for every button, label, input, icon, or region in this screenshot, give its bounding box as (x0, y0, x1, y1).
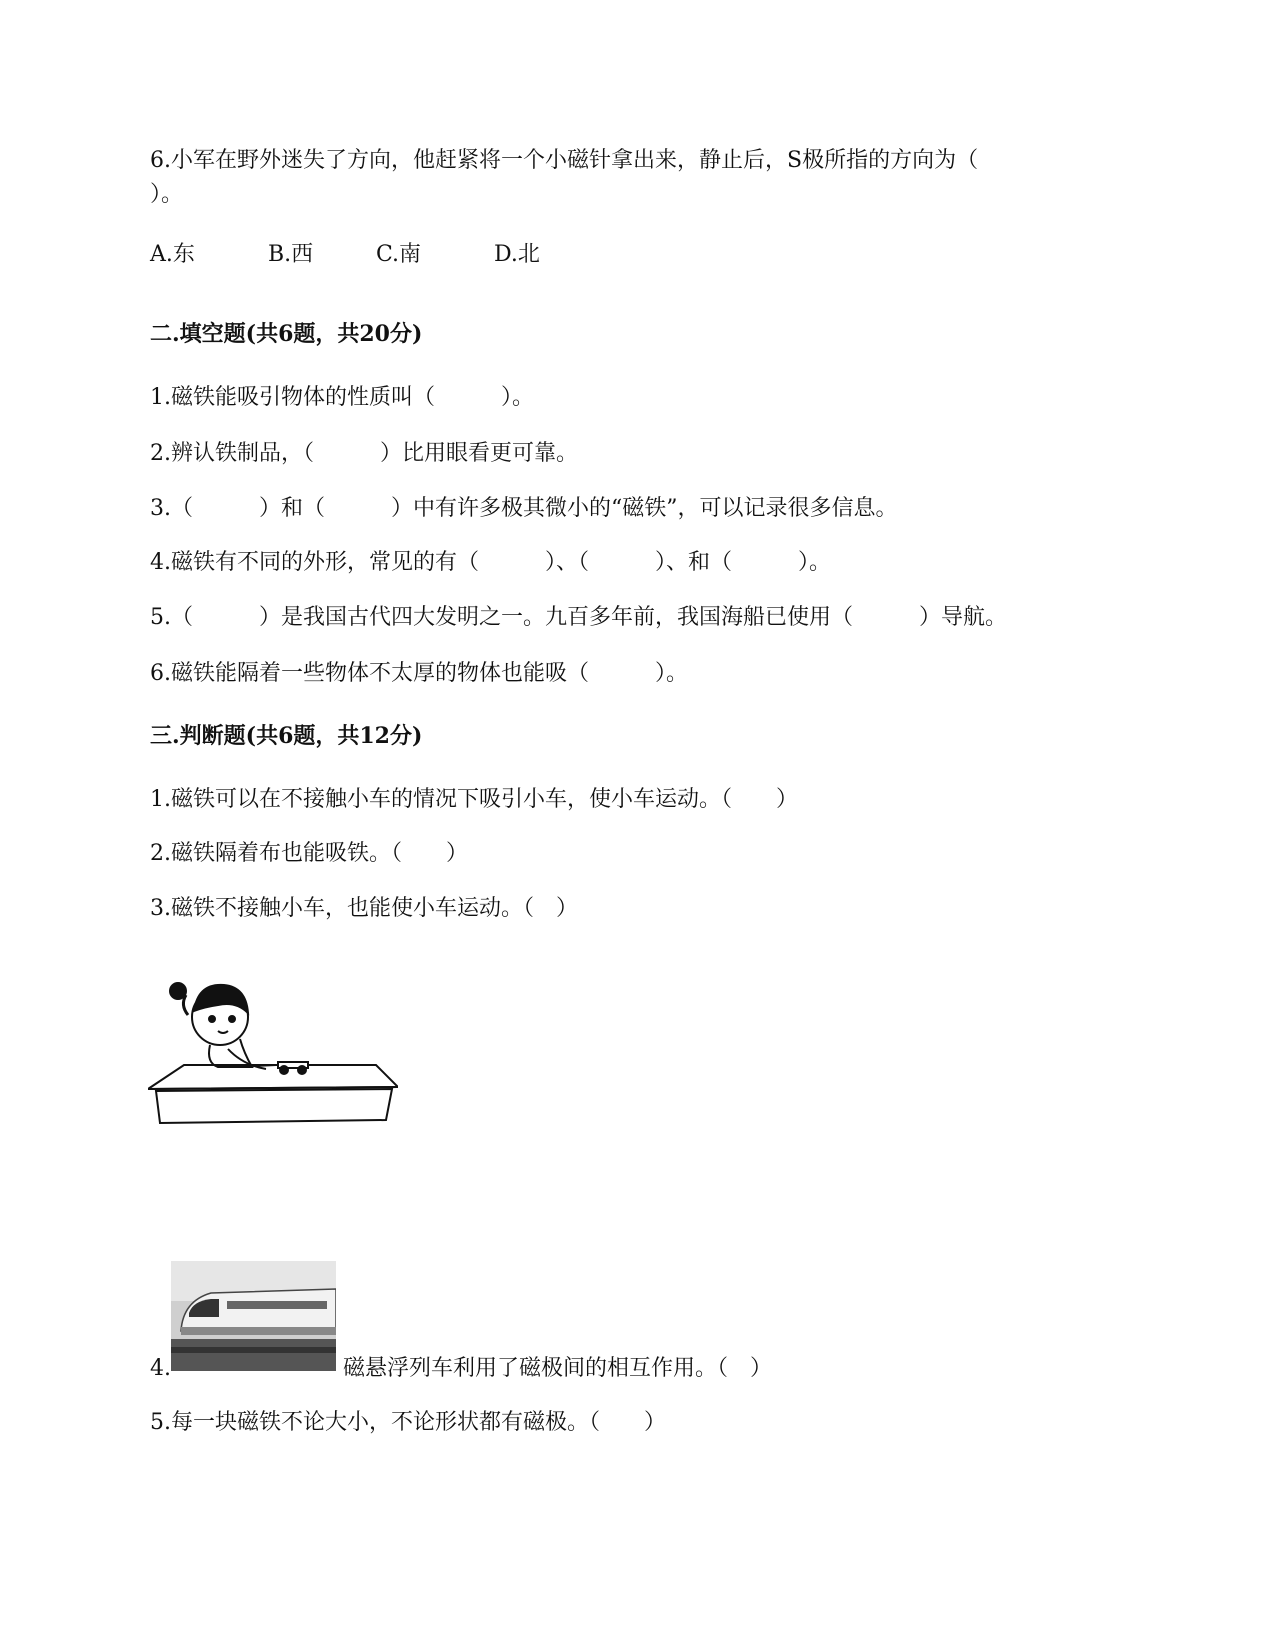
judge-item-5: 5.每一块磁铁不论大小，不论形状都有磁极。（ ） (150, 1410, 666, 1435)
judge-item-1: 1.磁铁可以在不接触小车的情况下吸引小车，使小车运动。（ ） (150, 787, 798, 812)
fill-item-5: 5.（ ）是我国古代四大发明之一。九百多年前，我国海船已使用（ ）导航。 (150, 605, 1007, 630)
judge-item-4-text: 磁悬浮列车利用了磁极间的相互作用。（ ） (343, 1356, 773, 1381)
mc-q6-line2: ）。 (150, 182, 184, 207)
fill-item-4: 4.磁铁有不同的外形，常见的有（ ）、（ ）、和（ ）。 (150, 550, 831, 575)
judge-item-3: 3.磁铁不接触小车，也能使小车运动。（ ） (150, 896, 578, 921)
fill-item-2: 2.辨认铁制品，（ ）比用眼看更可靠。 (150, 441, 578, 466)
option-c: C.南 (376, 242, 422, 267)
option-b: B.西 (268, 242, 314, 267)
fill-item-6: 6.磁铁能隔着一些物体不太厚的物体也能吸（ ）。 (150, 661, 688, 686)
fill-item-1: 1.磁铁能吸引物体的性质叫（ ）。 (150, 385, 534, 410)
girl-with-toy-car-illustration (148, 965, 398, 1140)
judge-item-4-number: 4. (150, 1356, 171, 1381)
maglev-train-photo (171, 1261, 336, 1371)
fill-section-heading: 二.填空题(共6题，共20分) (150, 321, 423, 347)
judge-item-2: 2.磁铁隔着布也能吸铁。（ ） (150, 841, 468, 866)
mc-q6-line1: 6.小军在野外迷失了方向，他赶紧将一个小磁针拿出来，静止后，S极所指的方向为（ (150, 148, 979, 173)
option-d: D.北 (494, 242, 540, 267)
option-a: A.东 (150, 242, 195, 267)
fill-item-3: 3.（ ）和（ ）中有许多极其微小的“磁铁”，可以记录很多信息。 (150, 496, 898, 521)
judge-section-heading: 三.判断题(共6题，共12分) (150, 723, 423, 749)
